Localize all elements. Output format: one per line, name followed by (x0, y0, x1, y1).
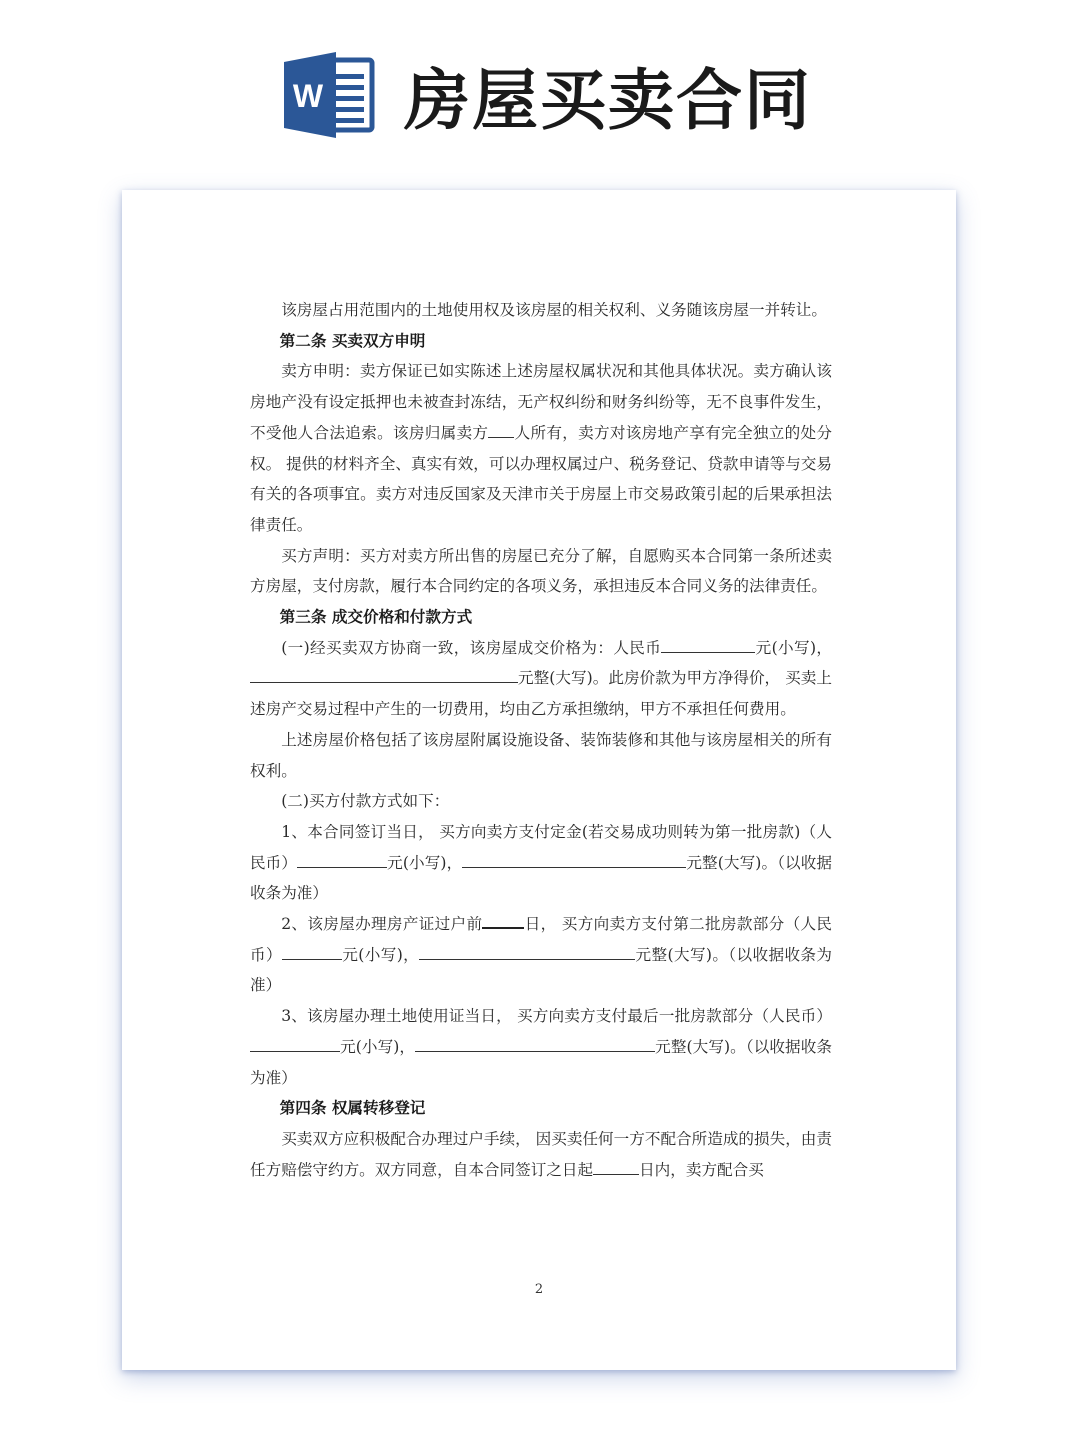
paragraph-payment-1 (250, 817, 832, 909)
document-title: 房屋买卖合同 (404, 61, 812, 139)
word-icon (284, 52, 376, 138)
paragraph-payment-3 (250, 1001, 832, 1093)
header (0, 0, 1080, 180)
article-2-heading: 第二条 买卖双方申明 (279, 330, 426, 350)
text-span: (一)经买卖双方协商一致，该房屋成交价格为：人民币 (281, 638, 662, 657)
paragraph-buyer-statement: 买方声明：买方对卖方所出售的房屋已充分了解，自愿购买本合同第一条所述卖方房屋，支付房款，履行本合同约定的各项义务，承担违反本合同义务的法律责任。 (250, 546, 832, 596)
text-span: 元(小写)， (387, 853, 463, 872)
fill-blank (482, 911, 524, 929)
text-span: 元(小写)， (341, 945, 420, 964)
text-span: 元(小写)， (755, 638, 833, 657)
text-span: 3、该房屋办理土地使用证当日， 买方向卖方支付最后一批房款部分（人民币） (281, 1007, 832, 1026)
text-span: 卖方申明：卖方保证已如实陈述上述房屋权属状况和其他具体状况。卖方确认该房地产没有设定抵押也未被查封冻结，无产权纠纷和财务纠纷等，无不良事件发生，不受他人合法追索。该房归属卖方 (250, 362, 832, 442)
text-span: 元整(大写)。（以收据收条为准） (250, 1037, 832, 1087)
paragraph: 该房屋占用范围内的土地使用权及该房屋的相关权利、义务随该房屋一并转让。 (281, 301, 827, 319)
word-icon-letter: W (292, 78, 324, 114)
article-3-heading: 第三条 成交价格和付款方式 (279, 607, 473, 627)
article-4-heading: 第四条 权属转移登记 (279, 1098, 426, 1118)
text-span: 2、该房屋办理房产证过户前 (281, 915, 483, 934)
text-span: 日内，卖方配合买 (639, 1160, 764, 1179)
text-span: 人所有，卖方对该房地产享有完全独立的处分权。 提供的材料齐全、真实有效，可以办理权属过户、税务登记、贷款申请等与交易有关的各项事宜。卖方对违反国家及天津市关于房屋上市交易政策引起的后果承担法律责任。 (250, 423, 832, 534)
paragraph-price (250, 633, 832, 725)
fill-blank (282, 943, 342, 960)
fill-blank (419, 943, 635, 960)
fill-blank (297, 851, 387, 868)
fill-blank (462, 851, 686, 868)
text-span: 元整(大写)。此房价款为甲方净得价， 买卖上述房产交易过程中产生的一切费用，均由乙方承担缴纳，甲方不承担任何费用。 (250, 669, 832, 719)
fill-blank (661, 636, 755, 653)
paragraph-seller-statement (250, 356, 832, 540)
paragraph: (二)买方付款方式如下： (281, 792, 450, 811)
text-span: 元整(大写)。（以收据收条为准） (250, 945, 832, 995)
text-span: 1、本合同签订当日， 买方向卖方支付定金(若交易成功则转为第一批房款)（人民币） (250, 822, 832, 872)
paragraph-payment-2 (250, 909, 832, 1001)
text-span: 元整(大写)。（以收据收条为准） (250, 853, 832, 903)
document-page (122, 190, 956, 1370)
fill-blank (593, 1158, 639, 1175)
text-span: 买卖双方应积极配合办理过户手续， 因买卖任何一方不配合所造成的损失，由责任方赔偿守约方。双方同意，自本合同签订之日起 (250, 1129, 832, 1179)
paragraph: 上述房屋价格包括了该房屋附属设施设备、装饰装修和其他与该房屋相关的所有权利。 (250, 730, 832, 780)
text-span: 日， 买方向卖方支付第二批房款部分（人民币） (250, 915, 833, 964)
fill-blank (415, 1035, 655, 1052)
page-number: 2 (534, 1282, 544, 1297)
fill-blank (488, 421, 514, 438)
page-content (250, 295, 832, 1185)
text-span: 元(小写)， (340, 1037, 416, 1056)
paragraph-transfer (250, 1124, 832, 1185)
fill-blank (250, 667, 518, 684)
fill-blank (250, 1035, 340, 1052)
